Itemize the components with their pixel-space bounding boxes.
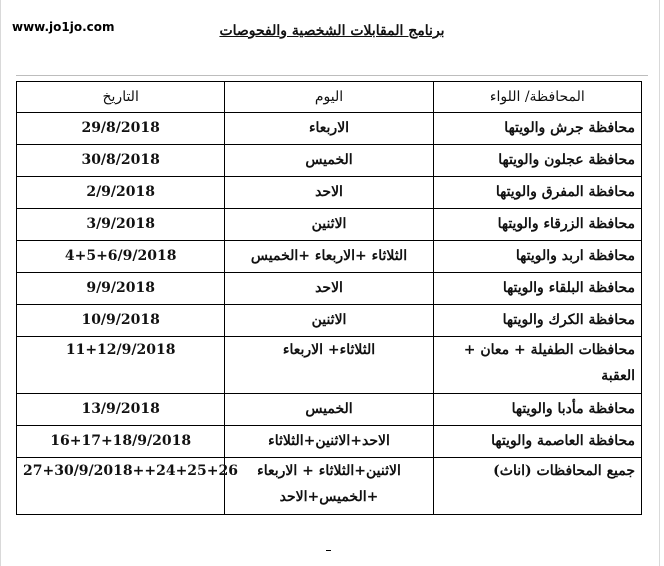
table-header-row <box>17 82 642 113</box>
row-date: 2/9/2018 <box>17 177 225 209</box>
row-governorate: محافظة المفرق والويتها <box>433 177 641 209</box>
row-date: 30/8/2018 <box>17 145 225 177</box>
row-governorate: محافظة العاصمة والويتها <box>433 426 641 458</box>
header-day: اليوم <box>225 82 433 113</box>
row-date: 3/9/2018 <box>17 209 225 241</box>
right-frame-edge <box>659 0 660 566</box>
row-date: 16+17+18/9/2018 <box>17 426 225 458</box>
row-governorate: محافظة مأدبا والويتها <box>433 394 641 426</box>
row-day: الخميس <box>225 145 433 177</box>
table-row <box>17 305 642 337</box>
table-row <box>17 337 642 394</box>
row-governorate: جميع المحافظات (اناث) <box>433 458 641 515</box>
row-date: 4+5+6/9/2018 <box>17 241 225 273</box>
row-day: الاحد <box>225 273 433 305</box>
row-day: الاحد+الاثنين+الثلاثاء <box>225 426 433 458</box>
row-date: 27+30/9/2018++24+25+26 <box>17 458 225 515</box>
document-title <box>0 23 664 39</box>
row-governorate: محافظة الزرقاء والويتها <box>433 209 641 241</box>
row-governorate: محافظة جرش والويتها <box>433 113 641 145</box>
header-date: التاريخ <box>17 82 225 113</box>
row-day: الثلاثاء +الاربعاء +الخميس <box>225 241 433 273</box>
table-row <box>17 273 642 305</box>
table-row <box>17 241 642 273</box>
table-row <box>17 113 642 145</box>
row-governorate: محافظة البلقاء والويتها <box>433 273 641 305</box>
table-row <box>17 426 642 458</box>
row-day: الخميس <box>225 394 433 426</box>
document-title-text: برنامج المقابلات الشخصية والفحوصات <box>219 23 445 39</box>
row-day: الاحد <box>225 177 433 209</box>
row-day: الاثنين <box>225 305 433 337</box>
table-row <box>17 394 642 426</box>
table-row <box>17 209 642 241</box>
table-row <box>17 458 642 515</box>
divider-line <box>16 75 648 76</box>
row-day: الاثنين+الثلاثاء + الاربعاء +الخميس+الاحد <box>225 458 433 515</box>
row-governorate: محافظة عجلون والويتها <box>433 145 641 177</box>
row-day: الثلاثاء+ الاربعاء <box>225 337 433 394</box>
header-governorate: المحافظة/ اللواء <box>433 82 641 113</box>
table-row <box>17 145 642 177</box>
row-governorate: محافظات الطفيلة + معان + العقبة <box>433 337 641 394</box>
row-governorate: محافظة اربد والويتها <box>433 241 641 273</box>
row-date: 11+12/9/2018 <box>17 337 225 394</box>
watermark: www.jo1jo.com <box>12 20 115 34</box>
left-frame-edge <box>0 0 1 566</box>
row-date: 29/8/2018 <box>17 113 225 145</box>
row-date: 10/9/2018 <box>17 305 225 337</box>
trailing-mark <box>326 550 331 551</box>
row-date: 13/9/2018 <box>17 394 225 426</box>
table-row <box>17 177 642 209</box>
schedule-table <box>16 81 642 515</box>
row-day: الاثنين <box>225 209 433 241</box>
row-day: الاربعاء <box>225 113 433 145</box>
row-governorate: محافظة الكرك والويتها <box>433 305 641 337</box>
row-date: 9/9/2018 <box>17 273 225 305</box>
